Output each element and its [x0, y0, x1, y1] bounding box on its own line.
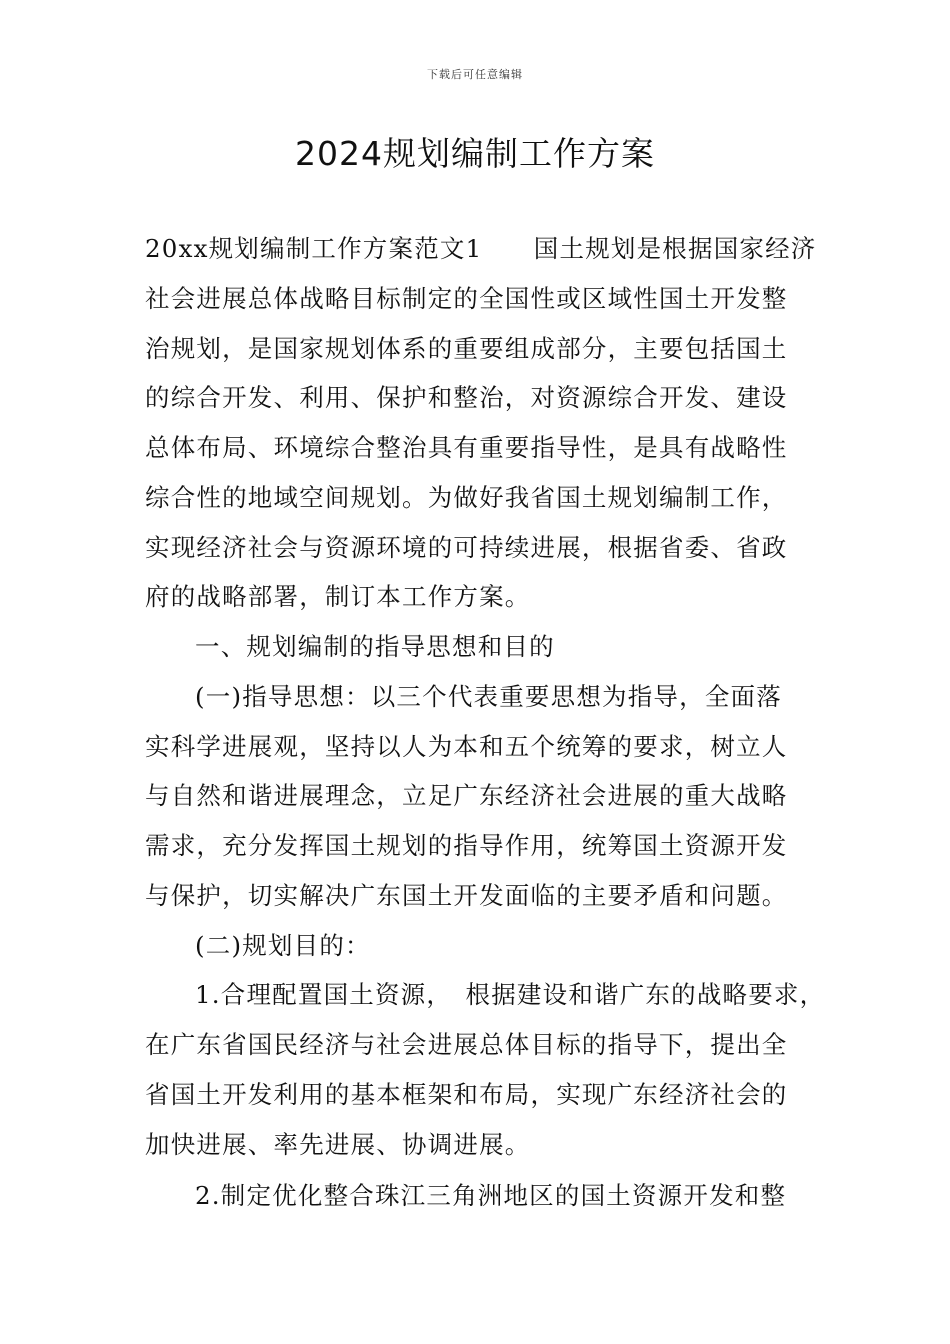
body-line: 加快进展、率先进展、协调进展。 — [145, 1130, 531, 1159]
body-line: 1.合理配置国土资源， 根据建设和谐广东的战略要求， — [195, 980, 826, 1009]
body-line: 综合性的地域空间规划。为做好我省国土规划编制工作， — [145, 483, 788, 512]
body-line: 治规划，是国家规划体系的重要组成部分，主要包括国土 — [145, 334, 788, 363]
body-line: 实科学进展观，坚持以人为本和五个统筹的要求，树立人 — [145, 732, 788, 761]
subsection-heading: (二)规划目的： — [195, 931, 371, 960]
document-title: 2024规划编制工作方案 — [295, 134, 655, 173]
header-note: 下载后可任意编辑 — [427, 68, 523, 81]
body-line: 与自然和谐进展理念，立足广东经济社会进展的重大战略 — [145, 781, 788, 810]
body-line: 的综合开发、利用、保护和整治，对资源综合开发、建设 — [145, 383, 788, 412]
section-heading: 一、规划编制的指导思想和目的 — [195, 632, 555, 661]
body-line: 总体布局、环境综合整治具有重要指导性，是具有战略性 — [145, 433, 788, 462]
body-line: 实现经济社会与资源环境的可持续进展，根据省委、省政 — [145, 533, 788, 562]
body-line: 需求，充分发挥国土规划的指导作用，统筹国土资源开发 — [145, 831, 788, 860]
body-line: 社会进展总体战略目标制定的全国性或区域性国土开发整 — [145, 284, 788, 313]
body-line: 省国土开发利用的基本框架和布局，实现广东经济社会的 — [145, 1080, 788, 1109]
body-line: 在广东省国民经济与社会进展总体目标的指导下，提出全 — [145, 1030, 788, 1059]
body-line: 府的战略部署，制订本工作方案。 — [145, 582, 531, 611]
body-line: (一)指导思想：以三个代表重要思想为指导，全面落 — [195, 682, 782, 711]
body-line: 20xx规划编制工作方案范文1 国土规划是根据国家经济 — [145, 234, 817, 263]
body-line: 2.制定优化整合珠江三角洲地区的国土资源开发和整 — [195, 1181, 787, 1210]
body-line: 与保护，切实解决广东国土开发面临的主要矛盾和问题。 — [145, 881, 788, 910]
